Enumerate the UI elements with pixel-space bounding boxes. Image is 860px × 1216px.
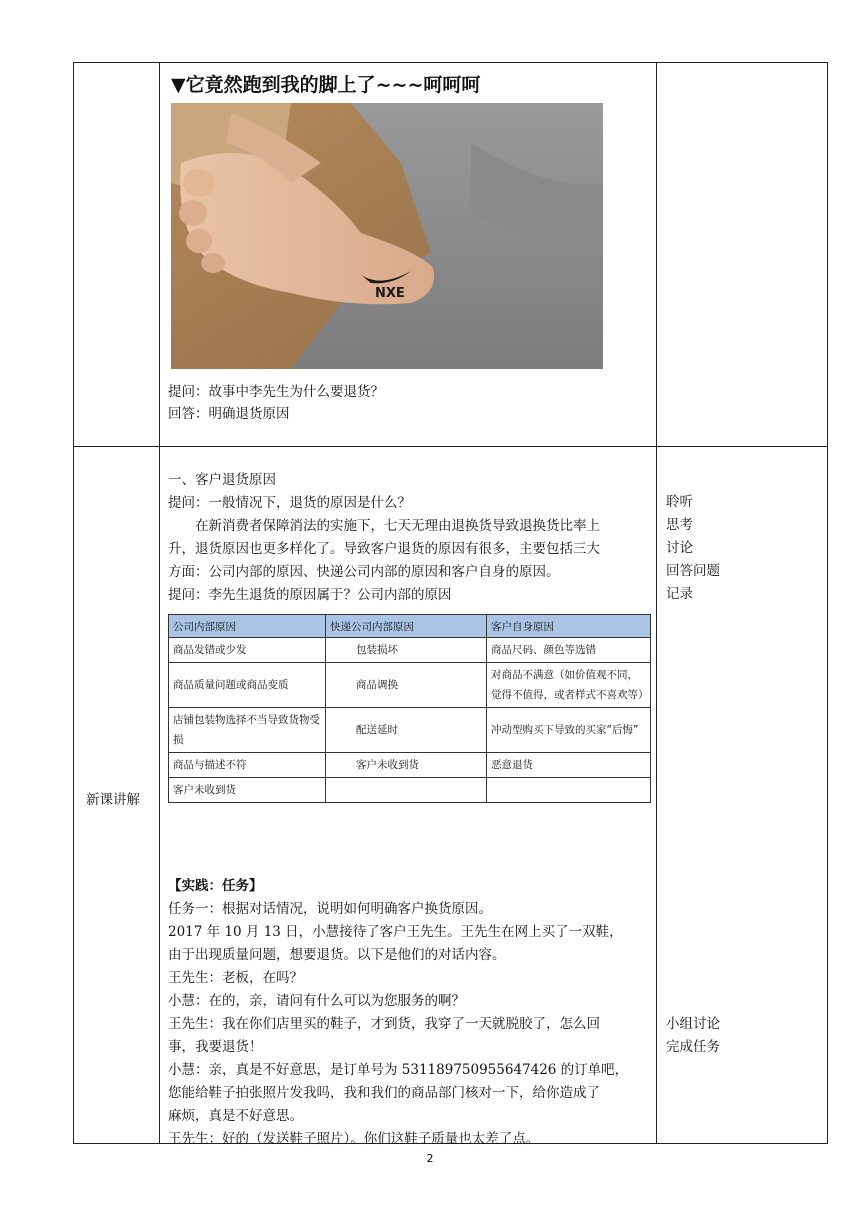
dialogue-line: 麻烦，真是不好意思。 [168, 1108, 303, 1124]
table-cell: 冲动型购买下导致的买家“后悔” [487, 708, 651, 753]
table-cell [487, 778, 651, 803]
page-number: 2 [426, 1152, 434, 1165]
table-cell: 恶意退货 [487, 753, 651, 778]
activity-item: 聆听 [666, 494, 693, 510]
activity-item: 回答问题 [666, 563, 720, 579]
logo-text: NXE [375, 286, 405, 301]
lecture-question-1: 提问：一般情况下，退货的原因是什么？ [168, 495, 411, 511]
activity-item: 完成任务 [666, 1039, 720, 1055]
column-divider [656, 63, 657, 1143]
section-label: 新课讲解 [86, 792, 140, 808]
dialogue-line: 王先生：好的（发送鞋子照片）。你们这鞋子质量也太差了点。 [168, 1131, 540, 1147]
dialogue-line: 王先生：老板，在吗？ [168, 970, 303, 986]
dialogue-line: 事，我要退货！ [168, 1039, 263, 1055]
table-cell: 配送延时 [326, 708, 487, 753]
table-cell: 包装损坏 [326, 638, 487, 663]
lesson-table [73, 62, 828, 1147]
lecture-question-2: 提问：李先生退货的原因属于？公司内部的原因 [168, 587, 452, 603]
practice-title: 【实践：任务】 [168, 878, 263, 894]
story-answer: 回答：明确退货原因 [168, 406, 290, 422]
task-one: 任务一：根据对话情况，说明如何明确客户换货原因。 [168, 901, 492, 917]
activity-item: 思考 [666, 517, 693, 533]
dialogue-line: 王先生：我在你们店里买的鞋子，才到货，我穿了一天就脱胶了，怎么回 [168, 1016, 600, 1032]
table-cell: 商品与描述不符 [169, 753, 326, 778]
table-row [169, 708, 651, 753]
story-question: 提问：故事中李先生为什么要退货？ [168, 384, 384, 400]
activity-item: 小组讨论 [666, 1016, 720, 1032]
column-divider [159, 63, 160, 1143]
photo-title: ▼它竟然跑到我的脚上了~~~呵呵呵 [171, 69, 603, 101]
dialogue-line: 小慧：在的，亲，请问有什么可以为您服务的啊？ [168, 993, 465, 1009]
column-header: 公司内部原因 [169, 615, 326, 638]
table-cell: 商品尺码、颜色等选错 [487, 638, 651, 663]
table-row [169, 638, 651, 663]
lecture-heading: 一、客户退货原因 [168, 472, 276, 488]
column-header: 客户自身原因 [487, 615, 651, 638]
table-cell: 客户未收到货 [326, 753, 487, 778]
table-row [169, 663, 651, 708]
return-reasons-table [168, 614, 651, 803]
intro-line: 2017 年 10 月 13 日，小慧接待了客户王先生。王先生在网上买了一双鞋， [168, 924, 623, 940]
lecture-paragraph-line: 升，退货原因也更多样化了。导致客户退货的原因有很多，主要包括三大 [168, 541, 600, 557]
lecture-paragraph-line: 方面：公司内部的原因、快递公司内部的原因和客户自身的原因。 [168, 564, 560, 580]
table-row [169, 778, 651, 803]
foot-image [171, 103, 603, 369]
foot-photo [171, 69, 603, 369]
table-cell: 商品质量问题或商品变质 [169, 663, 326, 708]
table-cell: 店铺包装物选择不当导致货物受损 [169, 708, 326, 753]
table-cell: 客户未收到货 [169, 778, 326, 803]
table-cell: 商品发错或少发 [169, 638, 326, 663]
dialogue-line: 小慧：亲，真是不好意思，是订单号为 531189750955647426 的订单吧， [168, 1062, 629, 1078]
dialogue-line: 您能给鞋子拍张照片发我吗，我和我们的商品部门核对一下，给你造成了 [168, 1085, 600, 1101]
intro-line: 由于出现质量问题，想要退货。以下是他们的对话内容。 [168, 947, 506, 963]
table-row [169, 753, 651, 778]
table-cell [326, 778, 487, 803]
activity-item: 记录 [666, 586, 693, 602]
table-header-row [169, 615, 651, 638]
lecture-paragraph-line: 在新消费者保障消法的实施下，七天无理由退换货导致退换货比率上 [168, 518, 600, 534]
column-header: 快递公司内部原因 [326, 615, 487, 638]
table-cell: 对商品不满意（如价值观不同，觉得不值得，或者样式不喜欢等） [487, 663, 651, 708]
row-divider [74, 446, 827, 447]
activity-item: 讨论 [666, 540, 693, 556]
table-cell: 商品调换 [326, 663, 487, 708]
